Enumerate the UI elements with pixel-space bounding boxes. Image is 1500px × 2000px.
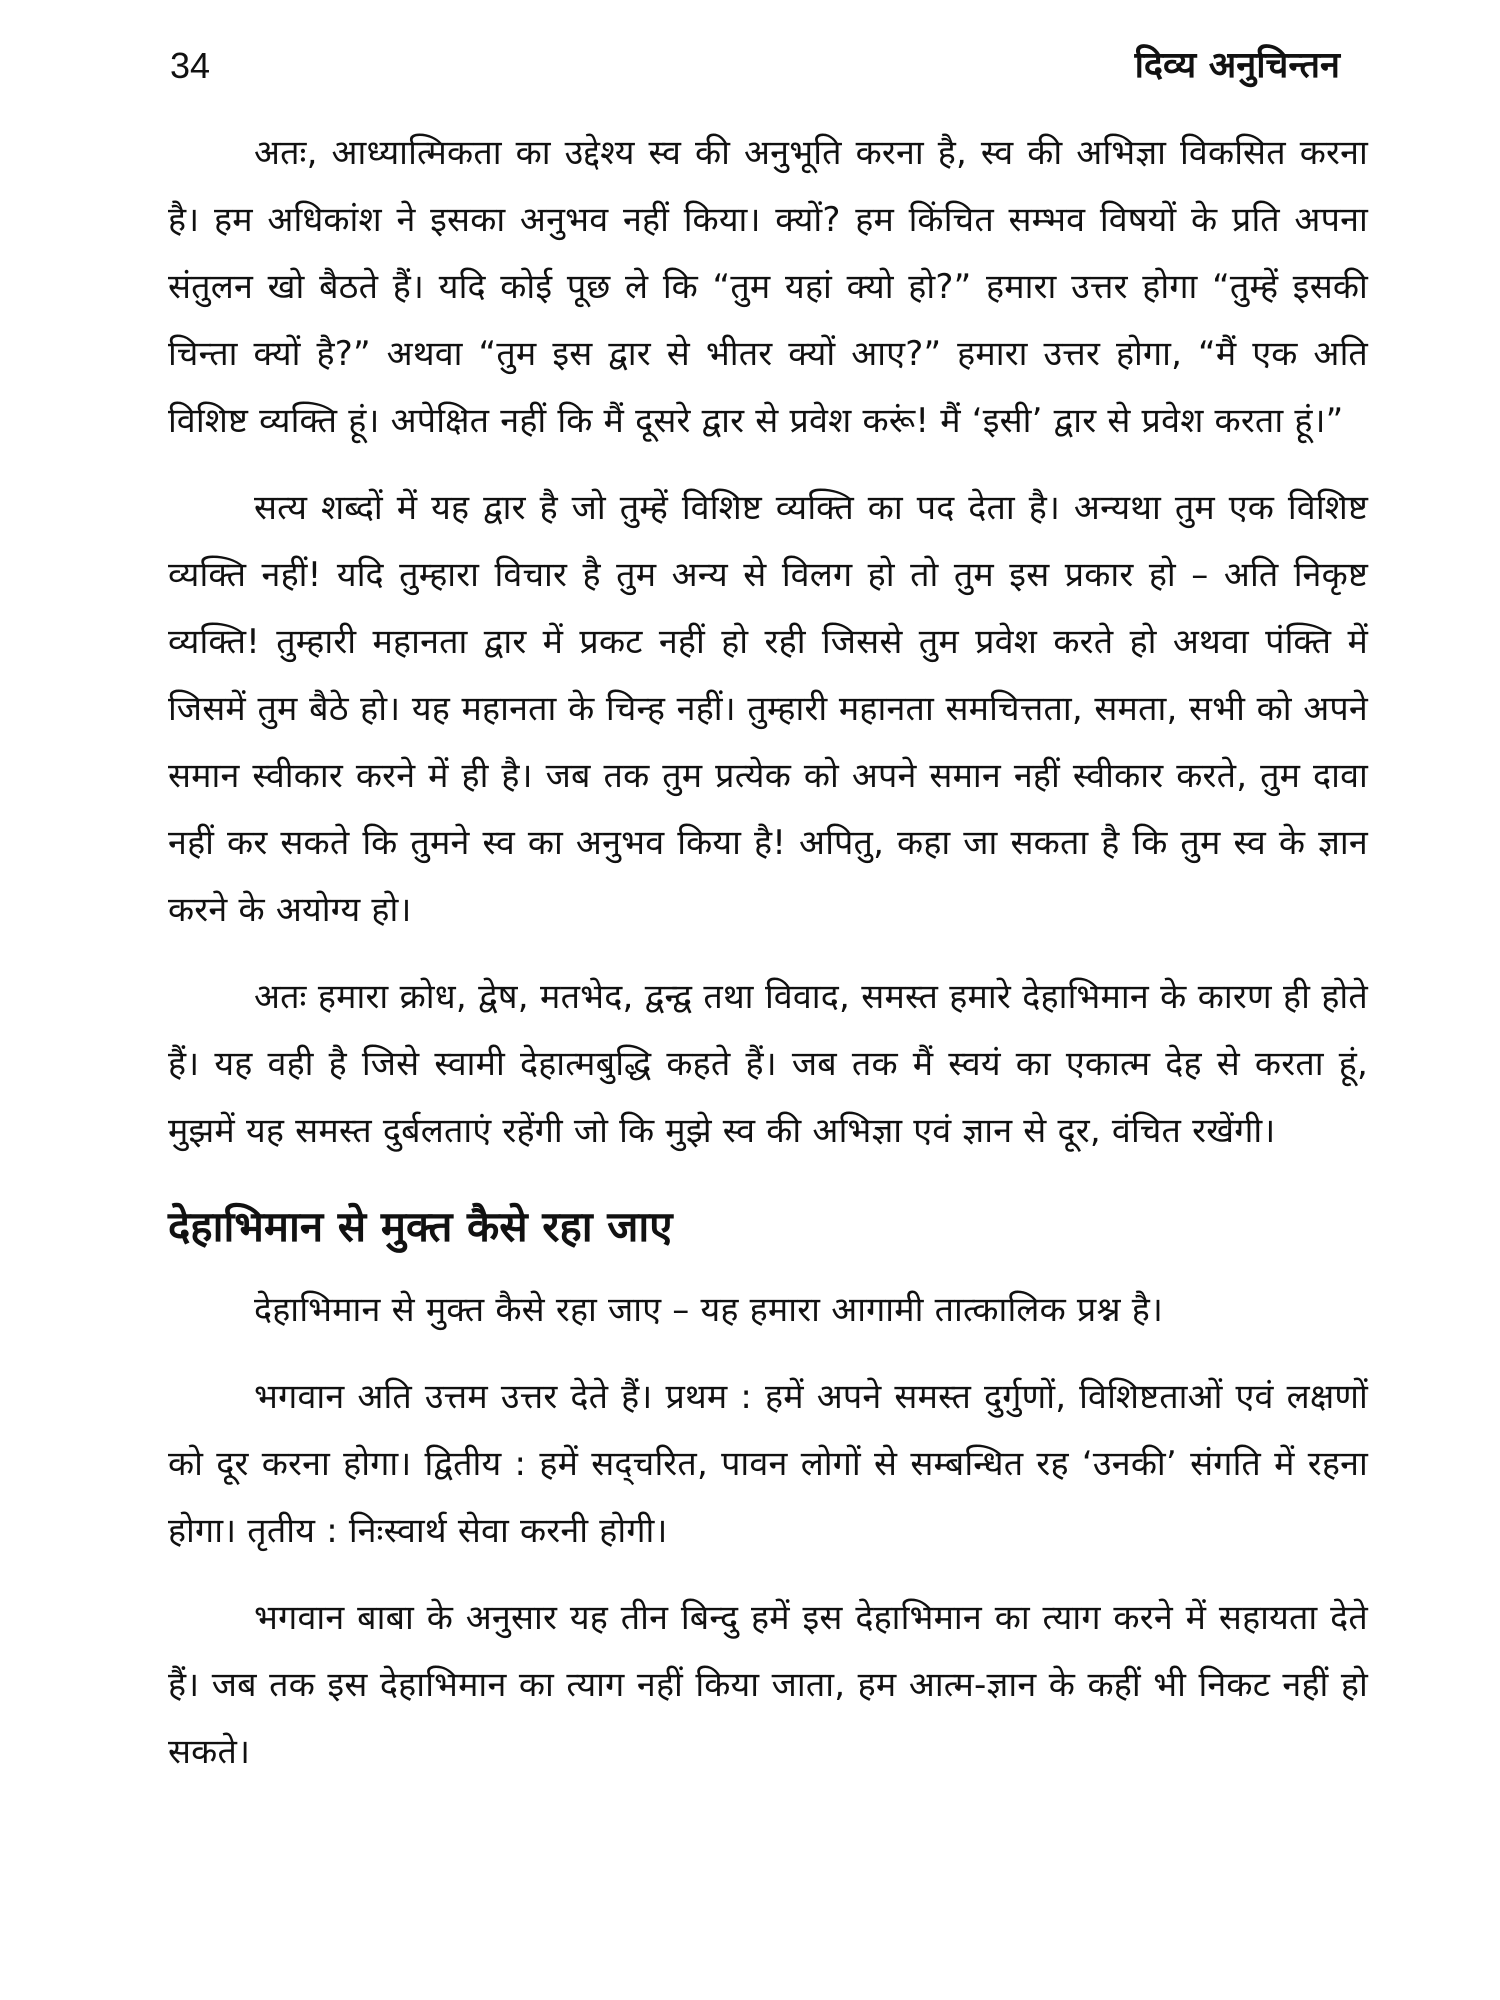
page-body	[168, 120, 1368, 1806]
page-header	[160, 36, 1340, 106]
paragraph: देहाभिमान से मुक्त कैसे रहा जाए – यह हमारा आगामी तात्कालिक प्रश्न है।	[254, 1290, 1164, 1330]
paragraph: अतः हमारा क्रोध, द्वेष, मतभेद, द्वन्द्व तथा विवाद, समस्त हमारे देहाभिमान के कारण ही होते हैं। यह वही है जिसे स्वामी देहात्मबुद्धि कहते हैं। जब तक मैं स्वयं का एकात्म देह से करता हूं, मुझमें यह समस्त दुर्बलताएं रहेंगी जो कि मुझे स्व की अभिज्ञा एवं ज्ञान से दूर, वंचित रखेंगी।	[168, 977, 1368, 1151]
paragraph: भगवान बाबा के अनुसार यह तीन बिन्दु हमें इस देहाभिमान का त्याग करने में सहायता देते हैं। जब तक इस देहाभिमान का त्याग नहीं किया जाता, हम आत्म-ज्ञान के कहीं भी निकट नहीं हो सकते।	[168, 1598, 1368, 1772]
paragraph: सत्य शब्दों में यह द्वार है जो तुम्हें विशिष्ट व्यक्ति का पद देता है। अन्यथा तुम एक विशिष्ट व्यक्ति नहीं! यदि तुम्हारा विचार है तुम अन्य से विलग हो तो तुम इस प्रकार हो – अति निकृष्ट व्यक्ति! तुम्हारी महानता द्वार में प्रकट नहीं हो रही जिससे तुम प्रवेश करते हो अथवा पंक्ति में जिसमें तुम बैठे हो। यह महानता के चिन्ह नहीं। तुम्हारी महानता समचित्तता, समता, सभी को अपने समान स्वीकार करने में ही है। जब तक तुम प्रत्येक को अपने समान नहीं स्वीकार करते, तुम दावा नहीं कर सकते कि तुमने स्व का अनुभव किया है! अपितु, कहा जा सकता है कि तुम स्व के ज्ञान करने के अयोग्य हो।	[168, 488, 1368, 930]
section-heading: देहाभिमान से मुक्त कैसे रहा जाए	[168, 1202, 673, 1251]
paragraph: भगवान अति उत्तम उत्तर देते हैं। प्रथम : हमें अपने समस्त दुर्गुणों, विशिष्टताओं एवं लक्षणों को दूर करना होगा। द्वितीय : हमें सद्चरित, पावन लोगों से सम्बन्धित रह ‘उनकी’ संगति में रहना होगा। तृतीय : निःस्वार्थ सेवा करनी होगी।	[168, 1377, 1368, 1551]
page-number: 34	[170, 45, 211, 86]
paragraph: अतः, आध्यात्मिकता का उद्देश्य स्व की अनुभूति करना है, स्व की अभिज्ञा विकसित करना है। हम अधिकांश ने इसका अनुभव नहीं किया। क्यों? हम किंचित सम्भव विषयों के प्रति अपना संतुलन खो बैठते हैं। यदि कोई पूछ ले कि “तुम यहां क्यो हो?” हमारा उत्तर होगा “तुम्हें इसकी चिन्ता क्यों है?” अथवा “तुम इस द्वार से भीतर क्यों आए?” हमारा उत्तर होगा, “मैं एक अति विशिष्ट व्यक्ति हूं। अपेक्षित नहीं कि मैं दूसरे द्वार से प्रवेश करूं! मैं ‘इसी’ द्वार से प्रवेश करता हूं।”	[168, 133, 1368, 441]
running-title: दिव्य अनुचिन्तन	[1134, 45, 1340, 86]
